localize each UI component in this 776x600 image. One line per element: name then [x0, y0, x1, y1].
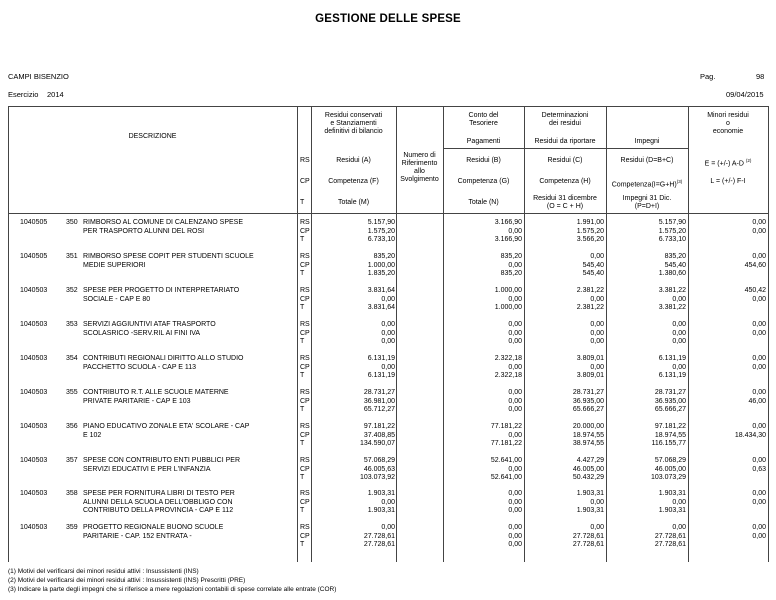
cell-residui-d: 0,00	[672, 338, 686, 345]
subheader-rule	[443, 148, 688, 149]
cell-residui-c: 27.728,61	[572, 532, 604, 540]
row-description: PACCHETTO SCUOLA - CAP E 113	[83, 363, 197, 371]
cell-residui-a: 0,00	[381, 338, 395, 345]
header-numero-riferimento: Numero di Riferimento allo Svolgimento	[400, 152, 439, 183]
cell-residui-b: 0,00	[508, 389, 522, 396]
cell-residui-c: 0,00	[590, 363, 604, 371]
row-type-cp: CP	[300, 431, 310, 439]
cell-residui-c: 0,00	[590, 295, 604, 303]
row-description: ALUNNI DELLA SCUOLA DELL'OBBLIGO CON	[83, 498, 233, 506]
cell-minori-residui: 0,00	[752, 227, 766, 235]
cell-residui-c: 38.974,55	[572, 440, 604, 447]
header-l-formula: L = (+/-) F-I	[710, 178, 746, 185]
cell-residui-a: 6.131,19	[367, 355, 395, 362]
cell-residui-a: 1.835,20	[367, 270, 395, 277]
cell-residui-d: 0,00	[672, 329, 686, 337]
row-code: 1040503	[20, 389, 48, 396]
header-residui-31: Residui 31 dicembre (O = C + H)	[533, 195, 597, 210]
header-determinazioni: Determinazioni dei residui	[541, 112, 589, 127]
row-code: 1040503	[20, 355, 48, 362]
cell-residui-a: 0,00	[381, 524, 395, 531]
col-divider	[311, 106, 312, 562]
cell-minori-residui: 450,42	[744, 287, 766, 294]
row-type-t: T	[300, 406, 305, 413]
cell-residui-a: 3.831,64	[367, 304, 395, 311]
header-competenza-f: Competenza (F)	[328, 178, 379, 185]
row-type-t: T	[300, 372, 305, 379]
row-description: CONTRIBUTO R.T. ALLE SCUOLE MATERNE	[83, 389, 229, 396]
row-type-rs: RS	[300, 457, 310, 464]
cell-residui-c: 65.666,27	[572, 406, 604, 413]
cell-residui-d: 6.131,19	[658, 355, 686, 362]
row-type-t: T	[300, 270, 305, 277]
cell-minori-residui: 0,00	[752, 457, 766, 464]
header-impegni-31: Impegni 31 Dic. (P=D+I)	[622, 195, 672, 210]
row-type-cp: CP	[300, 532, 310, 540]
cell-minori-residui: 0,00	[752, 295, 766, 303]
header-residui-conservati: Residui conservati e Stanziamenti definitivi di bilancio	[324, 112, 383, 135]
header-residui-d: Residui (D=B+C)	[620, 157, 674, 164]
cell-residui-d: 27.728,61	[654, 541, 686, 548]
page-number: 98	[756, 72, 765, 81]
cell-residui-b: 52.641,00	[490, 474, 522, 481]
cell-residui-c: 0,00	[590, 338, 604, 345]
row-description: SPESE CON CONTRIBUTO ENTI PUBBLICI PER	[83, 457, 241, 464]
cell-minori-residui: 0,00	[752, 423, 766, 430]
cell-residui-c: 4.427,29	[576, 457, 604, 464]
cell-residui-d: 27.728,61	[654, 532, 686, 540]
cell-residui-a: 134.590,07	[359, 440, 395, 447]
cell-residui-a: 1.575,20	[367, 227, 395, 235]
row-type-cp: CP	[300, 465, 310, 473]
col-divider	[297, 106, 298, 562]
cell-residui-a: 6.733,10	[367, 236, 395, 243]
cell-residui-c: 0,00	[590, 498, 604, 506]
report-date: 09/04/2015	[726, 90, 764, 99]
cell-residui-d: 0,00	[672, 295, 686, 303]
cell-residui-c: 28.731,27	[572, 389, 604, 396]
cell-residui-c: 1.903,31	[576, 490, 604, 497]
cell-residui-b: 3.166,90	[494, 219, 522, 226]
cell-residui-a: 28.731,27	[363, 389, 395, 396]
row-type-rs: RS	[300, 355, 310, 362]
cell-residui-c: 0,00	[590, 321, 604, 328]
cell-residui-b: 835,20	[500, 270, 522, 277]
cell-residui-d: 28.731,27	[654, 389, 686, 396]
cell-residui-b: 0,00	[508, 295, 522, 303]
table-right-border	[768, 106, 769, 562]
cell-residui-d: 6.131,19	[658, 372, 686, 379]
cell-residui-c: 2.381,22	[576, 287, 604, 294]
cell-minori-residui: 0,00	[752, 355, 766, 362]
cell-residui-b: 0,00	[508, 227, 522, 235]
row-description: PER TRASPORTO ALUNNI DEL ROSI	[83, 227, 205, 235]
row-description: SPESE PER PROGETTO DI INTERPRETARIATO	[83, 287, 240, 294]
cell-residui-b: 0,00	[508, 524, 522, 531]
row-description: CONTRIBUTI REGIONALI DIRITTO ALLO STUDIO	[83, 355, 244, 362]
cell-residui-b: 52.641,00	[490, 457, 522, 464]
cell-residui-d: 0,00	[672, 321, 686, 328]
cell-residui-a: 103.073,92	[359, 474, 395, 481]
cell-residui-c: 27.728,61	[572, 541, 604, 548]
cell-residui-b: 0,00	[508, 321, 522, 328]
cell-residui-d: 0,00	[672, 363, 686, 371]
row-number: 358	[66, 490, 78, 497]
row-number: 352	[66, 287, 78, 294]
cell-residui-b: 0,00	[508, 363, 522, 371]
cell-residui-c: 0,00	[590, 329, 604, 337]
cell-residui-b: 0,00	[508, 329, 522, 337]
row-description: E 102	[83, 431, 102, 439]
cell-residui-b: 0,00	[508, 261, 522, 269]
exercise-year: 2014	[47, 90, 64, 99]
row-type-rs: RS	[300, 321, 310, 328]
cell-residui-b: 0,00	[508, 507, 522, 514]
row-code: 1040505	[20, 219, 48, 226]
row-description: PRIVATE PARITARIE - CAP E 103	[83, 397, 191, 405]
header-bottom-border	[8, 213, 768, 214]
row-description: RIMBORSO AL COMUNE DI CALENZANO SPESE	[83, 219, 243, 226]
cell-residui-c: 1.903,31	[576, 507, 604, 514]
cell-residui-d: 57.068,29	[654, 457, 686, 464]
cell-residui-a: 36.981,00	[363, 397, 395, 405]
cell-residui-d: 116.155,77	[651, 440, 686, 447]
row-code: 1040503	[20, 287, 48, 294]
cell-minori-residui: 0,00	[752, 490, 766, 497]
cell-residui-a: 0,00	[381, 363, 395, 371]
header-cp: CP	[300, 178, 310, 185]
cell-residui-b: 835,20	[500, 253, 522, 260]
row-number: 355	[66, 389, 78, 396]
row-number: 350	[66, 219, 78, 226]
cell-residui-a: 3.831,64	[367, 287, 395, 294]
cell-minori-residui: 0,00	[752, 389, 766, 396]
header-competenza-g: Competenza (G)	[457, 178, 510, 185]
row-type-rs: RS	[300, 219, 310, 226]
cell-residui-b: 2.322,18	[494, 355, 522, 362]
cell-residui-d: 5.157,90	[658, 219, 686, 226]
exercise-label: Esercizio	[8, 90, 39, 99]
page-label: Pag.	[700, 72, 716, 81]
cell-residui-c: 50.432,29	[572, 474, 604, 481]
header-e-formula: E = (+/-) A-D $^{(2)}$	[704, 158, 752, 168]
cell-residui-a: 57.068,29	[363, 457, 395, 464]
row-description: MEDIE SUPERIORI	[83, 261, 146, 269]
cell-minori-residui: 454,60	[744, 261, 766, 269]
header-residui-a: Residui (A)	[336, 157, 371, 164]
cell-residui-d: 65.666,27	[654, 406, 686, 413]
row-type-cp: CP	[300, 329, 310, 337]
cell-residui-d: 1.903,31	[658, 490, 686, 497]
entity-name: CAMPI BISENZIO	[8, 72, 69, 81]
cell-residui-a: 97.181,22	[363, 423, 395, 430]
cell-residui-a: 5.157,90	[367, 219, 395, 226]
cell-residui-b: 1.000,00	[494, 287, 522, 294]
cell-residui-d: 103.073,29	[650, 474, 686, 481]
cell-residui-c: 3.809,01	[576, 355, 604, 362]
footnote-3: (3) Indicare la parte degli impegni che si riferisce a mere regolazioni contabili di spese correlate alle entrate (COR)	[8, 586, 337, 593]
table-top-border	[8, 106, 768, 107]
cell-residui-a: 37.408,85	[363, 431, 395, 439]
row-type-cp: CP	[300, 295, 310, 303]
cell-residui-b: 0,00	[508, 406, 522, 413]
row-description: PROGETTO REGIONALE BUONO SCUOLE	[83, 524, 224, 531]
header-competenza-i: Competenza(I=G+H)$^{(3)}$	[611, 179, 683, 189]
row-type-cp: CP	[300, 498, 310, 506]
row-number: 356	[66, 423, 78, 430]
cell-residui-a: 6.131,19	[367, 372, 395, 379]
cell-residui-d: 0,00	[672, 524, 686, 531]
row-description: SERVIZI AGGIUNTIVI ATAF TRASPORTO	[83, 321, 216, 328]
cell-residui-b: 0,00	[508, 397, 522, 405]
cell-residui-a: 65.712,27	[363, 406, 395, 413]
row-type-t: T	[300, 338, 305, 345]
cell-residui-d: 97.181,22	[654, 423, 686, 430]
cell-residui-d: 1.575,20	[658, 227, 686, 235]
cell-residui-b: 0,00	[508, 431, 522, 439]
row-description: SPESE PER FORNITURA LIBRI DI TESTO PER	[83, 490, 235, 497]
row-number: 351	[66, 253, 78, 260]
cell-residui-a: 0,00	[381, 329, 395, 337]
cell-minori-residui: 46,00	[748, 397, 766, 405]
cell-residui-a: 0,00	[381, 295, 395, 303]
header-rs: RS	[300, 157, 310, 164]
row-type-cp: CP	[300, 261, 310, 269]
cell-residui-a: 0,00	[381, 498, 395, 506]
cell-residui-b: 3.166,90	[494, 236, 522, 243]
cell-residui-c: 0,00	[590, 253, 604, 260]
header-descrizione: DESCRIZIONE	[128, 133, 177, 140]
cell-residui-a: 27.728,61	[363, 532, 395, 540]
row-type-rs: RS	[300, 524, 310, 531]
cell-residui-a: 1.903,31	[367, 490, 395, 497]
row-number: 354	[66, 355, 78, 362]
row-type-rs: RS	[300, 287, 310, 294]
row-description: SOCIALE - CAP E 80	[83, 295, 151, 303]
cell-residui-b: 0,00	[508, 338, 522, 345]
cell-residui-d: 3.381,22	[658, 287, 686, 294]
row-type-cp: CP	[300, 397, 310, 405]
cell-minori-residui: 0,00	[752, 498, 766, 506]
cell-residui-c: 0,00	[590, 524, 604, 531]
cell-residui-d: 0,00	[672, 498, 686, 506]
header-residui-c: Residui (C)	[547, 157, 583, 164]
cell-minori-residui: 18.434,30	[734, 431, 766, 439]
header-t: T	[300, 199, 305, 206]
cell-minori-residui: 0,00	[752, 329, 766, 337]
row-number: 359	[66, 524, 78, 531]
cell-residui-a: 0,00	[381, 321, 395, 328]
header-pagamenti: Pagamenti	[466, 138, 501, 145]
row-code: 1040503	[20, 457, 48, 464]
row-type-rs: RS	[300, 490, 310, 497]
cell-residui-c: 18.974,55	[572, 431, 604, 439]
cell-minori-residui: 0,00	[752, 253, 766, 260]
cell-residui-d: 545,40	[664, 261, 686, 269]
footnote-1: (1) Motivi del verificarsi dei minori residui attivi : Insussistenti (INS)	[8, 568, 199, 575]
cell-minori-residui: 0,00	[752, 532, 766, 540]
cell-residui-b: 77.181,22	[490, 423, 522, 430]
row-code: 1040503	[20, 321, 48, 328]
row-number: 353	[66, 321, 78, 328]
row-code: 1040503	[20, 490, 48, 497]
cell-minori-residui: 0,00	[752, 524, 766, 531]
row-type-cp: CP	[300, 363, 310, 371]
cell-residui-d: 18.974,55	[654, 431, 686, 439]
row-description: CONTRIBUTO DELLA PROVINCIA - CAP E 112	[83, 507, 234, 514]
cell-residui-b: 0,00	[508, 490, 522, 497]
cell-residui-a: 1.000,00	[367, 261, 395, 269]
header-residui-b: Residui (B)	[466, 157, 501, 164]
header-totale-m: Totale (M)	[337, 199, 370, 206]
row-description: SERVIZI EDUCATIVI E PER L'INFANZIA	[83, 465, 211, 473]
cell-minori-residui: 0,00	[752, 321, 766, 328]
cell-residui-a: 27.728,61	[363, 541, 395, 548]
cell-residui-c: 2.381,22	[576, 304, 604, 311]
cell-residui-c: 545,40	[582, 270, 604, 277]
cell-residui-c: 36.935,00	[572, 397, 604, 405]
row-description: RIMBORSO SPESE COPIT PER STUDENTI SCUOLE	[83, 253, 254, 260]
cell-residui-b: 1.000,00	[494, 304, 522, 311]
row-type-rs: RS	[300, 423, 310, 430]
cell-residui-c: 1.991,00	[576, 219, 604, 226]
cell-residui-d: 1.380,60	[658, 270, 686, 277]
row-type-t: T	[300, 236, 305, 243]
cell-residui-a: 835,20	[373, 253, 395, 260]
cell-residui-a: 1.903,31	[367, 507, 395, 514]
footnote-2: (2) Motivi del verificarsi dei minori residui attivi : Insussistenti (INS) Prescritti (PRE)	[8, 577, 246, 584]
row-description: PIANO EDUCATIVO ZONALE ETA' SCOLARE - CAP	[83, 423, 250, 430]
row-type-rs: RS	[300, 253, 310, 260]
cell-residui-c: 1.575,20	[576, 227, 604, 235]
row-type-t: T	[300, 474, 305, 481]
cell-minori-residui: 0,63	[752, 465, 766, 473]
header-competenza-h: Competenza (H)	[539, 178, 591, 185]
row-code: 1040505	[20, 253, 48, 260]
row-number: 357	[66, 457, 78, 464]
cell-residui-d: 3.381,22	[658, 304, 686, 311]
row-code: 1040503	[20, 423, 48, 430]
cell-residui-b: 0,00	[508, 498, 522, 506]
row-type-rs: RS	[300, 389, 310, 396]
row-description: SCOLASRICO -SERV.RIL AI FINI IVA	[83, 329, 201, 337]
header-totale-n: Totale (N)	[468, 199, 499, 206]
cell-residui-c: 3.566,20	[576, 236, 604, 243]
row-type-t: T	[300, 541, 305, 548]
header-conto-tesoriere: Conto del Tesoriere	[468, 112, 499, 127]
row-type-t: T	[300, 440, 305, 447]
cell-residui-a: 46.005,63	[363, 465, 395, 473]
cell-residui-d: 36.935,00	[654, 397, 686, 405]
cell-residui-c: 3.809,01	[576, 372, 604, 379]
cell-residui-d: 46.005,00	[654, 465, 686, 473]
cell-minori-residui: 0,00	[752, 363, 766, 371]
row-type-t: T	[300, 507, 305, 514]
row-type-t: T	[300, 304, 305, 311]
page-title: GESTIONE DELLE SPESE	[315, 13, 461, 25]
cell-residui-c: 46.005,00	[572, 465, 604, 473]
row-code: 1040503	[20, 524, 48, 531]
cell-residui-b: 0,00	[508, 541, 522, 548]
cell-residui-b: 0,00	[508, 532, 522, 540]
header-minori-residui: Minori residui o economie	[707, 112, 749, 135]
cell-residui-d: 835,20	[664, 253, 686, 260]
cell-residui-b: 2.322,18	[494, 372, 522, 379]
header-residui-da-riportare: Residui da riportare	[534, 138, 596, 145]
cell-residui-c: 545,40	[582, 261, 604, 269]
cell-residui-d: 1.903,31	[658, 507, 686, 514]
table-left-border	[8, 106, 9, 562]
cell-residui-b: 0,00	[508, 465, 522, 473]
cell-residui-b: 77.181,22	[490, 440, 522, 447]
cell-residui-d: 6.733,10	[658, 236, 686, 243]
row-description: PARITARIE - CAP. 152 ENTRATA -	[83, 532, 192, 540]
row-type-cp: CP	[300, 227, 310, 235]
cell-minori-residui: 0,00	[752, 219, 766, 226]
header-impegni: Impegni	[634, 138, 660, 145]
cell-residui-c: 20.000,00	[572, 423, 604, 430]
